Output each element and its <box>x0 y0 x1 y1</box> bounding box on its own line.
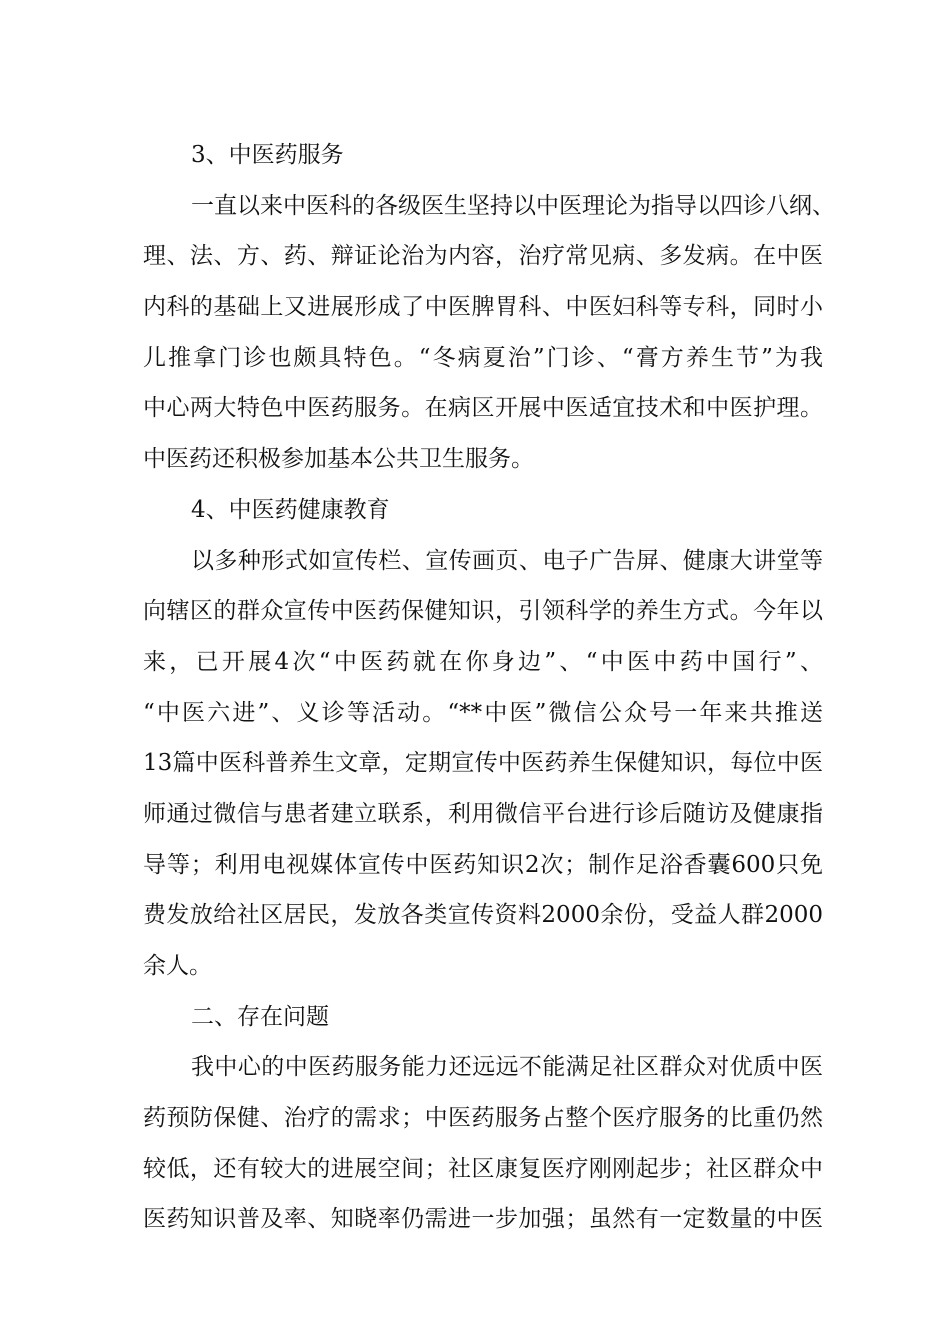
paragraph-line: 中医药还积极参加基本公共卫生服务。 <box>143 446 534 473</box>
paragraph-line: 师通过微信与患者建立联系，利用微信平台进行诊后随访及健康指 <box>143 800 823 827</box>
paragraph-line: 中心两大特色中医药服务。在病区开展中医适宜技术和中医护理。 <box>143 395 823 422</box>
paragraph-line: “中医六进”、义诊等活动。“**中医”微信公众号一年来共推送 <box>143 699 823 726</box>
paragraph-line: 药预防保健、治疗的需求；中医药服务占整个医疗服务的比重仍然 <box>143 1105 823 1132</box>
heading-existing-problems: 二、存在问题 <box>191 1003 329 1030</box>
paragraph-line: 理、法、方、药、辩证论治为内容，治疗常见病、多发病。在中医 <box>143 243 823 270</box>
paragraph-line: 医药知识普及率、知晓率仍需进一步加强；虽然有一定数量的中医 <box>143 1206 823 1233</box>
paragraph-line: 我中心的中医药服务能力还远远不能满足社区群众对优质中医 <box>191 1054 823 1081</box>
paragraph-line: 13篇中医科普养生文章，定期宣传中医药养生保健知识，每位中医 <box>143 750 823 777</box>
paragraph-line: 余人。 <box>143 953 212 979</box>
heading-tcm-services: 3、中医药服务 <box>191 142 344 168</box>
paragraph-line: 较低，还有较大的进展空间；社区康复医疗刚刚起步；社区群众中 <box>143 1155 823 1182</box>
document-body <box>143 130 835 1245</box>
heading-tcm-health-education: 4、中医药健康教育 <box>191 496 390 523</box>
paragraph-line: 来，已开展4次“中医药就在你身边”、“中医中药中国行”、 <box>143 648 823 675</box>
paragraph-line: 以多种形式如宣传栏、宣传画页、电子广告屏、健康大讲堂等 <box>191 547 823 574</box>
paragraph-line: 一直以来中医科的各级医生坚持以中医理论为指导以四诊八纲、 <box>191 192 835 219</box>
paragraph-line: 儿推拿门诊也颇具特色。“冬病夏治”门诊、“膏方养生节”为我 <box>143 344 823 371</box>
paragraph-line: 向辖区的群众宣传中医药保健知识，引领科学的养生方式。今年以 <box>143 598 823 625</box>
paragraph-line: 内科的基础上又进展形成了中医脾胃科、中医妇科等专科，同时小 <box>143 294 823 321</box>
paragraph-line: 导等；利用电视媒体宣传中医药知识2次；制作足浴香囊600只免 <box>143 851 823 878</box>
paragraph-line: 费发放给社区居民，发放各类宣传资料2000余份，受益人群2000 <box>143 902 823 929</box>
